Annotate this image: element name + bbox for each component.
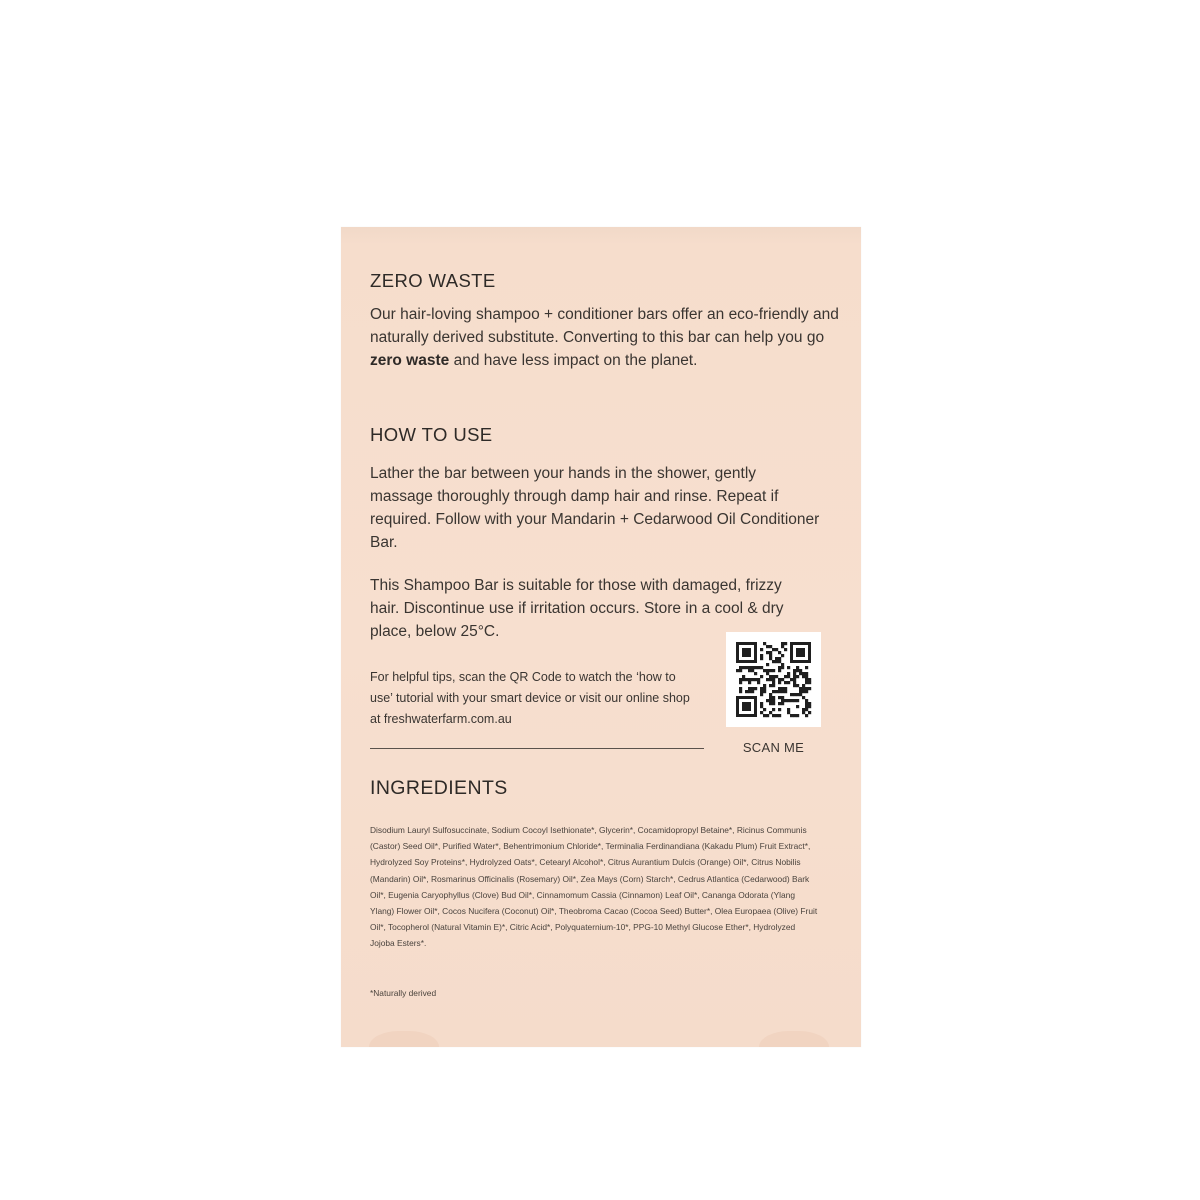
qr-module — [754, 678, 757, 681]
qr-module — [799, 693, 802, 696]
qr-module — [790, 678, 793, 681]
qr-module — [784, 687, 787, 690]
qr-module — [742, 675, 745, 678]
qr-module — [787, 675, 790, 678]
qr-module — [763, 708, 766, 711]
qr-module — [772, 675, 775, 678]
qr-module — [781, 666, 784, 669]
qr-module — [787, 681, 790, 684]
qr-module — [745, 678, 748, 681]
qr-module — [793, 699, 796, 702]
qr-code-image — [726, 632, 821, 727]
qr-module — [742, 678, 745, 681]
qr-module — [763, 684, 766, 687]
qr-module — [739, 681, 742, 684]
qr-module — [754, 687, 757, 690]
suitability-storage-text: This Shampoo Bar is suitable for those with damaged, frizzy hair. Discontinue use if irritation occurs. Store in a cool & dry place, below 25°C. — [370, 577, 784, 640]
qr-module — [778, 657, 781, 660]
qr-module — [760, 648, 763, 651]
qr-module — [760, 693, 763, 696]
qr-module — [799, 687, 802, 690]
naturally-derived-note: *Naturally derived — [370, 988, 437, 998]
qr-module — [787, 711, 790, 714]
qr-module — [775, 660, 778, 663]
qr-module — [772, 708, 775, 711]
qr-module — [766, 651, 769, 654]
qr-module — [808, 678, 811, 681]
qr-module — [769, 693, 772, 696]
qr-module — [748, 678, 751, 681]
qr-module — [760, 711, 763, 714]
qr-module — [781, 696, 784, 699]
zero-waste-text — [370, 303, 840, 372]
qr-module — [748, 666, 751, 669]
qr-module — [784, 699, 787, 702]
qr-module — [784, 690, 787, 693]
qr-module — [781, 678, 784, 681]
qr-module — [784, 648, 787, 651]
qr-module — [793, 669, 796, 672]
qr-module — [760, 666, 763, 669]
qr-module — [778, 708, 781, 711]
qr-module — [748, 669, 751, 672]
ingredients-list: Disodium Lauryl Sulfosuccinate, Sodium Cocoyl Isethionate*, Glycerin*, Cocamidopropyl Betaine*, Ricinus Communis (Castor) Seed Oil*, Purified Water*, Behentrimonium Chloride*, Terminalia Ferdinandiana (Kakadu Plum) Fruit Extract*, Hydrolyzed Soy Proteins*, Hydrolyzed Oats*, Cetearyl Alcohol*, Citrus Aurantium Dulcis (Orange) Oil*, Citrus Nobilis (Mandarin) Oil*, Rosmarinus Officinalis (Rosemary) Oil*, Zea Mays (Corn) Starch*, Cedrus Atlantica (Cedarwood) Bark Oil*, Eugenia Caryophyllus (Clove) Bud Oil*, Cinnamomum Cassia (Cinnamon) Leaf Oil*, Cananga Odorata (Ylang Ylang) Flower Oil*, Cocos Nucifera (Coconut) Oil*, Theobroma Cacao (Cocoa Seed) Butter*, Olea Europaea (Olive) Fruit Oil*, Tocopherol (Natural Vitamin E)*, Citric Acid*, Polyquaternium-10*, PPG-10 Methyl Glucose Ether*, Hydrolyzed Jojoba Esters*. — [370, 825, 818, 949]
qr-module — [790, 693, 793, 696]
qr-module — [766, 672, 769, 675]
qr-module — [796, 714, 799, 717]
qr-module — [763, 669, 766, 672]
qr-module — [751, 687, 754, 690]
qr-module — [802, 708, 805, 711]
qr-module — [772, 699, 775, 702]
qr-module — [799, 690, 802, 693]
qr-module — [808, 681, 811, 684]
qr-module — [796, 684, 799, 687]
qr-module — [802, 687, 805, 690]
box-bottom-tab-left — [369, 1031, 439, 1047]
qr-module — [751, 678, 754, 681]
how-to-use-heading: HOW TO USE — [370, 424, 493, 445]
qr-module — [769, 678, 772, 681]
qr-module — [793, 681, 796, 684]
qr-module — [754, 666, 757, 669]
qr-module — [805, 708, 808, 711]
qr-module — [805, 678, 808, 681]
qr-module — [805, 699, 808, 702]
qr-module — [805, 687, 808, 690]
qr-module — [802, 675, 805, 678]
qr-module — [772, 714, 775, 717]
qr-module — [796, 705, 799, 708]
qr-module — [799, 669, 802, 672]
qr-tip-text: For helpful tips, scan the QR Code to watch the ‘how to use’ tutorial with your smart device or visit our online shop at freshwaterfarm.com.au — [370, 670, 690, 726]
qr-module — [775, 675, 778, 678]
qr-module — [757, 681, 760, 684]
qr-module — [751, 690, 754, 693]
qr-module — [760, 675, 763, 678]
qr-module — [793, 714, 796, 717]
qr-module — [769, 657, 772, 660]
qr-module — [742, 666, 745, 669]
qr-module — [766, 663, 769, 666]
qr-module — [751, 666, 754, 669]
box-bottom-tab-right — [759, 1031, 829, 1047]
qr-module — [796, 675, 799, 678]
qr-module — [751, 669, 754, 672]
qr-module — [766, 669, 769, 672]
zero-waste-text-end: and have less impact on the planet. — [449, 352, 698, 369]
qr-module — [772, 696, 775, 699]
qr-module — [769, 654, 772, 657]
qr-module — [805, 666, 808, 669]
qr-module — [760, 702, 763, 705]
qr-module — [802, 690, 805, 693]
qr-module — [775, 657, 778, 660]
qr-module — [766, 699, 769, 702]
qr-module — [799, 672, 802, 675]
qr-module — [784, 675, 787, 678]
qr-module — [793, 684, 796, 687]
qr-module — [766, 645, 769, 648]
qr-module — [769, 711, 772, 714]
scan-me-label: SCAN ME — [742, 740, 805, 755]
qr-module — [805, 675, 808, 678]
qr-module — [769, 675, 772, 678]
qr-module — [778, 714, 781, 717]
zero-waste-text-start: Our hair-loving shampoo + conditioner bars offer an eco-friendly and naturally derived substitute. Converting to this bar can help you go — [370, 306, 839, 346]
qr-module — [766, 714, 769, 717]
qr-module — [772, 702, 775, 705]
qr-module — [763, 687, 766, 690]
qr-module — [763, 690, 766, 693]
qr-module — [781, 663, 784, 666]
qr-module — [787, 699, 790, 702]
qr-module — [769, 684, 772, 687]
qr-module — [805, 714, 808, 717]
qr-module — [748, 687, 751, 690]
box-top-shade — [341, 227, 861, 245]
qr-module — [739, 678, 742, 681]
qr-module — [778, 702, 781, 705]
qr-module — [784, 681, 787, 684]
qr-module — [763, 714, 766, 717]
qr-finder-inner — [796, 648, 805, 657]
qr-module — [787, 666, 790, 669]
qr-module — [772, 681, 775, 684]
qr-module — [772, 678, 775, 681]
qr-module — [778, 690, 781, 693]
qr-module — [793, 693, 796, 696]
zero-waste-heading: ZERO WASTE — [370, 270, 496, 291]
qr-module — [805, 702, 808, 705]
qr-module — [757, 666, 760, 669]
qr-module — [796, 699, 799, 702]
qr-module — [805, 690, 808, 693]
qr-module — [781, 699, 784, 702]
ingredients-heading: INGREDIENTS — [370, 777, 508, 799]
qr-module — [784, 642, 787, 645]
qr-module — [787, 708, 790, 711]
qr-module — [760, 654, 763, 657]
qr-module — [808, 711, 811, 714]
qr-module — [739, 666, 742, 669]
qr-module — [736, 669, 739, 672]
qr-module — [772, 660, 775, 663]
qr-module — [772, 669, 775, 672]
qr-module — [763, 642, 766, 645]
qr-module — [805, 672, 808, 675]
qr-module — [778, 666, 781, 669]
how-to-use-instructions: Lather the bar between your hands in the shower, gently massage thoroughly through damp hair and rinse. Repeat if required. Follow with your Mandarin + Cedarwood Oil Conditioner Bar. — [370, 465, 820, 551]
qr-module — [769, 699, 772, 702]
qr-module — [769, 651, 772, 654]
qr-module — [769, 702, 772, 705]
qr-module — [802, 711, 805, 714]
qr-module — [790, 714, 793, 717]
qr-module — [772, 684, 775, 687]
qr-code[interactable] — [726, 632, 821, 727]
qr-module — [769, 669, 772, 672]
qr-module — [748, 690, 751, 693]
qr-module — [778, 687, 781, 690]
qr-module — [775, 690, 778, 693]
qr-module — [760, 705, 763, 708]
qr-module — [769, 696, 772, 699]
qr-module — [796, 666, 799, 669]
qr-module — [778, 678, 781, 681]
qr-finder-inner — [742, 648, 751, 657]
qr-module — [757, 678, 760, 681]
qr-module — [808, 687, 811, 690]
qr-module — [772, 648, 775, 651]
qr-module — [748, 681, 751, 684]
qr-module — [796, 693, 799, 696]
qr-module — [778, 660, 781, 663]
qr-module — [745, 690, 748, 693]
qr-module — [781, 687, 784, 690]
qr-module — [793, 675, 796, 678]
qr-module — [745, 666, 748, 669]
qr-module — [739, 690, 742, 693]
qr-module — [778, 681, 781, 684]
qr-module — [802, 672, 805, 675]
qr-module — [805, 681, 808, 684]
qr-module — [781, 654, 784, 657]
qr-module — [772, 690, 775, 693]
qr-module — [778, 669, 781, 672]
qr-module — [781, 645, 784, 648]
qr-module — [793, 672, 796, 675]
qr-module — [790, 699, 793, 702]
qr-module — [760, 687, 763, 690]
qr-module — [787, 672, 790, 675]
qr-module — [808, 702, 811, 705]
zero-waste-emphasis: zero waste — [370, 352, 450, 369]
qr-module — [793, 678, 796, 681]
product-box-back — [341, 227, 861, 1047]
qr-module — [739, 669, 742, 672]
qr-module — [778, 651, 781, 654]
qr-module — [781, 642, 784, 645]
qr-module — [778, 696, 781, 699]
qr-module — [781, 690, 784, 693]
qr-module — [769, 645, 772, 648]
qr-module — [775, 648, 778, 651]
qr-module — [760, 657, 763, 660]
qr-module — [775, 714, 778, 717]
qr-module — [739, 687, 742, 690]
qr-module — [766, 678, 769, 681]
qr-module — [781, 702, 784, 705]
qr-module — [805, 705, 808, 708]
qr-module — [796, 669, 799, 672]
qr-module — [802, 696, 805, 699]
qr-module — [754, 672, 757, 675]
qr-finder-inner — [742, 702, 751, 711]
qr-module — [760, 690, 763, 693]
qr-module — [802, 684, 805, 687]
qr-module — [808, 705, 811, 708]
divider-line — [370, 748, 704, 749]
